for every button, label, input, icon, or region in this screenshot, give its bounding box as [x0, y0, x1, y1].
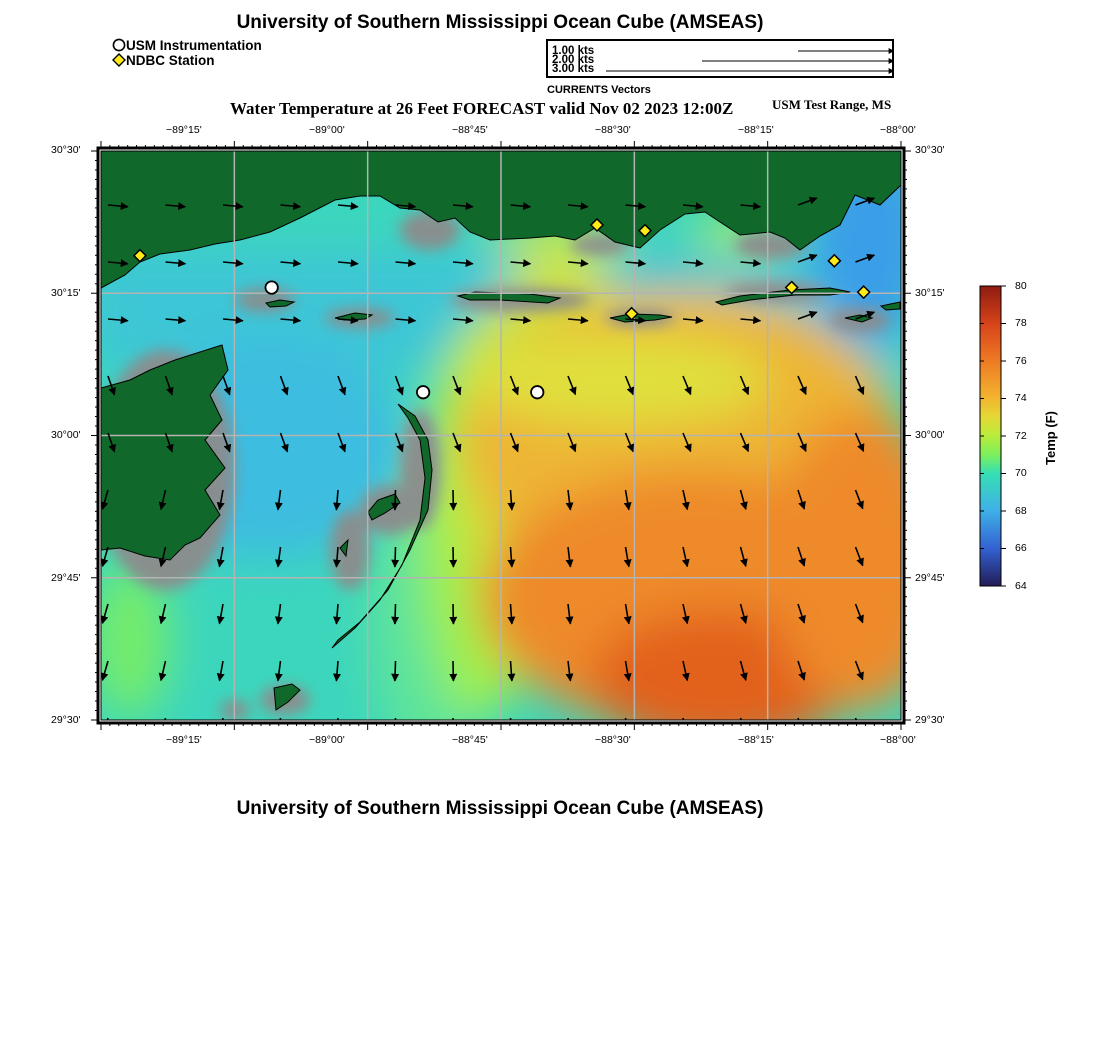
colorbar-tick-label: 72 [1015, 430, 1027, 442]
current-vector [913, 255, 932, 262]
current-vector [278, 718, 281, 738]
current-vector [683, 718, 687, 738]
current-vector [102, 718, 108, 737]
lon-tick-label: −89°15' [166, 124, 202, 136]
lat-tick-label: 30°30' [51, 144, 81, 156]
vector-scale-label: 1.00 kts [552, 45, 595, 57]
lat-tick-label: 30°00' [51, 429, 81, 441]
current-vector [219, 718, 223, 738]
vector-legend-title: CURRENTS Vectors [547, 84, 651, 96]
lon-tick-label: −88°45' [452, 734, 488, 746]
usm-instrument-marker [531, 386, 543, 398]
current-vector [856, 718, 863, 737]
map-subtitle: Water Temperature at 26 Feet FORECAST valid Nov 02 2023 12:00Z [230, 99, 734, 118]
lon-tick-label: −89°15' [166, 734, 202, 746]
lon-tick-label: −88°30' [595, 734, 631, 746]
page-title: University of Southern Mississippi Ocean Cube (AMSEAS) [236, 12, 764, 33]
colorbar-tick-label: 66 [1015, 542, 1027, 554]
lon-tick-label: −88°15' [738, 734, 774, 746]
current-vector [913, 547, 921, 565]
region-label: USM Test Range, MS [772, 97, 892, 112]
current-vector [913, 661, 921, 679]
lon-tick-label: −88°00' [880, 124, 916, 136]
current-vector [511, 718, 512, 738]
colorbar-tick-label: 74 [1015, 392, 1027, 404]
vector-scale-label: 2.00 kts [552, 54, 595, 66]
lat-tick-label: 29°30' [915, 714, 945, 726]
lat-tick-label: 30°15' [51, 287, 81, 299]
current-vector [913, 312, 932, 319]
colorbar-tick-label: 68 [1015, 505, 1027, 517]
lat-tick-label: 30°30' [915, 144, 945, 156]
legend-usm-label: USM Instrumentation [126, 38, 262, 53]
lat-tick-label: 30°15' [915, 287, 945, 299]
lat-tick-label: 29°45' [51, 572, 81, 584]
colorbar-title: Temp (F) [1043, 411, 1058, 465]
current-vector [395, 490, 396, 510]
current-vector [913, 604, 921, 622]
colorbar-tick-label: 70 [1015, 467, 1027, 479]
current-vector [913, 376, 921, 394]
current-vector [395, 547, 396, 567]
usm-instrument-marker [265, 281, 277, 293]
map-body [90, 140, 950, 760]
colorbar [975, 282, 1015, 592]
usm-instrument-marker [417, 386, 429, 398]
current-vector [395, 661, 396, 681]
lat-tick-label: 30°00' [915, 429, 945, 441]
lon-tick-label: −89°00' [309, 734, 345, 746]
lon-tick-label: −88°15' [738, 124, 774, 136]
lon-tick-label: −89°00' [309, 124, 345, 136]
footer-title: University of Southern Mississippi Ocean Cube (AMSEAS) [236, 798, 764, 819]
colorbar-tick-label: 80 [1015, 280, 1027, 292]
current-vector [913, 490, 921, 508]
lon-tick-label: −88°30' [595, 124, 631, 136]
colorbar-tick-label: 76 [1015, 355, 1027, 367]
current-vector [568, 718, 570, 738]
current-vector [395, 604, 396, 624]
colorbar-tick-label: 64 [1015, 580, 1027, 592]
legend-ndbc-label: NDBC Station [126, 53, 215, 68]
colorbar-tick-label: 78 [1015, 317, 1027, 329]
lat-tick-label: 29°30' [51, 714, 81, 726]
vector-scale-label: 3.00 kts [552, 63, 595, 75]
current-vector [913, 198, 932, 205]
lon-tick-label: −88°00' [880, 734, 916, 746]
lat-tick-label: 29°45' [915, 572, 945, 584]
current-vector [395, 718, 396, 738]
current-vector [798, 718, 804, 737]
current-vector [161, 718, 166, 737]
lon-tick-label: −88°45' [452, 124, 488, 136]
